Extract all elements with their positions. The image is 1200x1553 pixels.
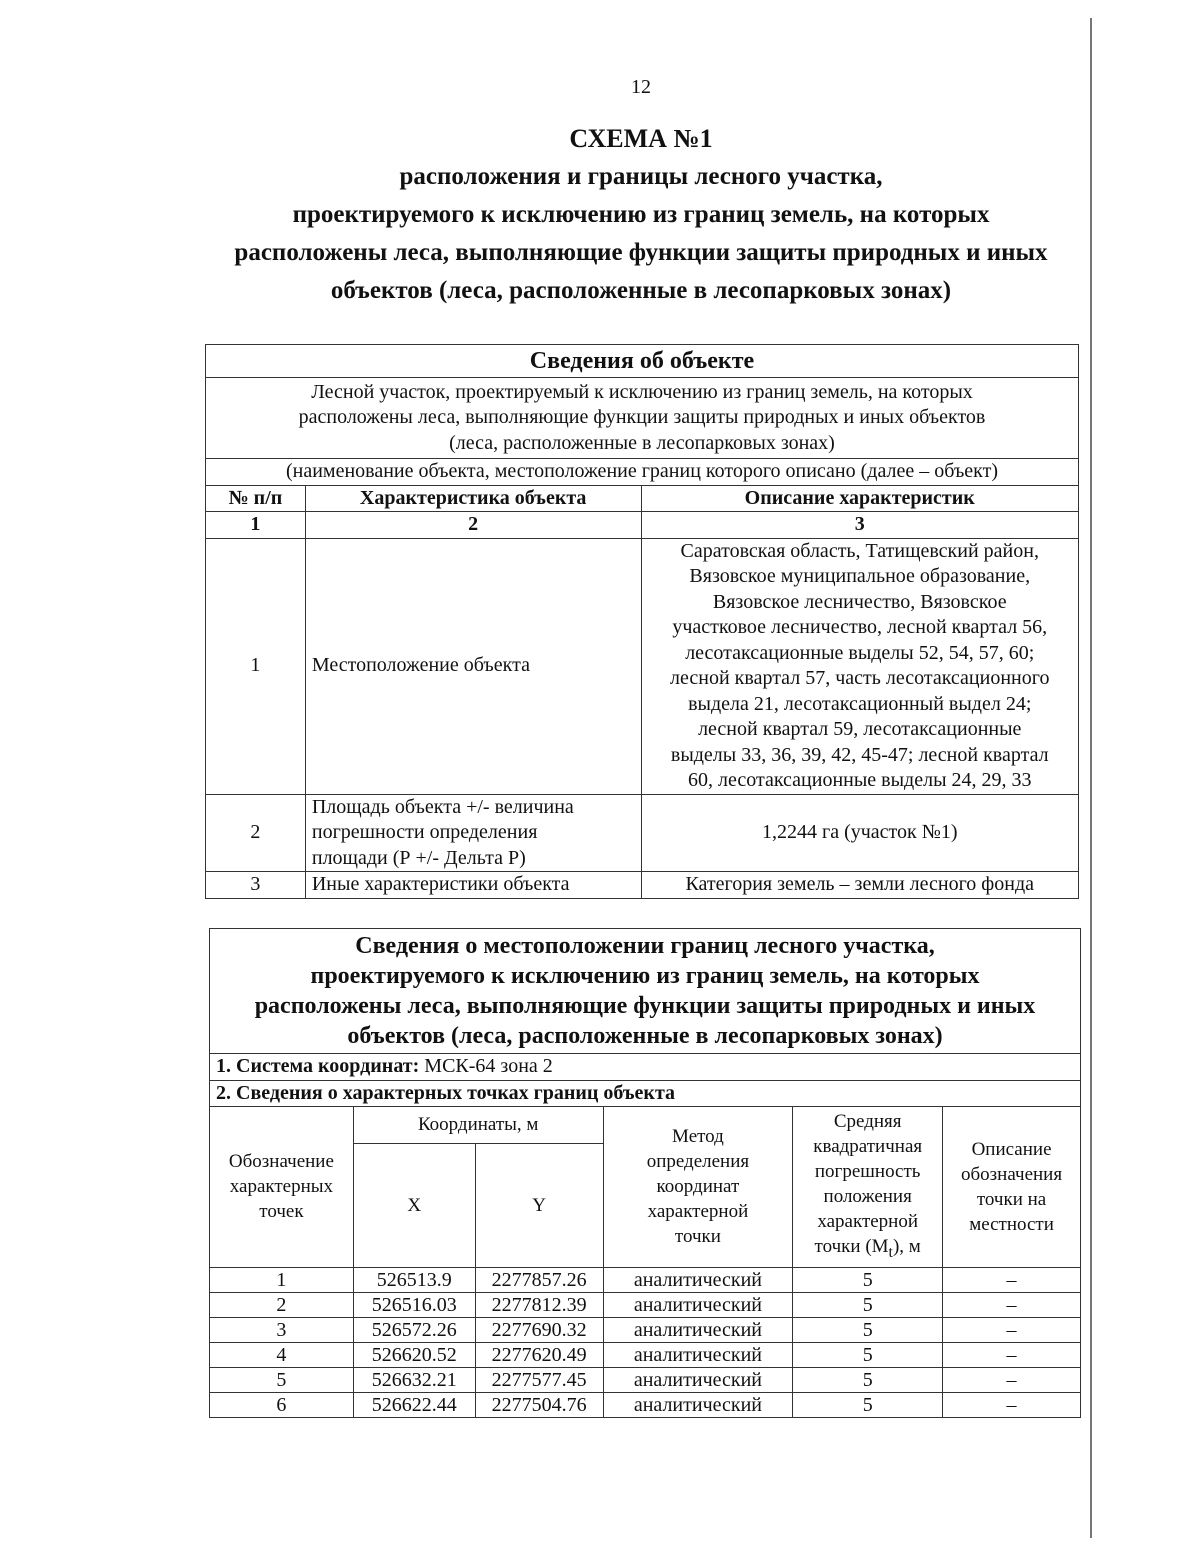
table-row [206, 538, 1079, 794]
point-desc: – [943, 1267, 1081, 1292]
point-y: 2277504.76 [475, 1392, 603, 1417]
header-line: Описание [971, 1138, 1052, 1160]
point-error: 5 [793, 1292, 943, 1317]
header-line: квадратичная [813, 1136, 923, 1157]
header-line: Обозначение [228, 1151, 334, 1173]
point-method: аналитический [603, 1392, 793, 1417]
header-line [797, 1234, 938, 1265]
header-location [943, 1107, 1081, 1268]
description-line: лесотаксационные выделы 52, 54, 57, 60; [685, 641, 1035, 664]
point-desc: – [943, 1292, 1081, 1317]
title-line: объектов (леса, расположенные в лесопарковых зонах) [330, 277, 952, 304]
header-line: погрешность [814, 1161, 921, 1182]
header-method [603, 1107, 793, 1268]
object-description-line: (леса, расположенные в лесопарковых зонах) [449, 431, 835, 454]
point-error: 5 [793, 1367, 943, 1392]
title-main: СХЕМА №1 [569, 124, 713, 153]
object-description-line: расположены леса, выполняющие функции защиты природных и иных объектов [298, 406, 986, 428]
point-id: 4 [210, 1342, 354, 1367]
characteristic-line: Площадь объекта +/- величина [311, 795, 574, 818]
column-number: 2 [305, 512, 641, 539]
description-line: участковое лесничество, лесной квартал 56, [672, 616, 1048, 638]
boundary-table-heading [210, 929, 1081, 1054]
point-x: 526516.03 [353, 1292, 475, 1317]
row-number: 1 [206, 538, 306, 794]
header-line: Средняя [833, 1111, 902, 1132]
heading-line: проектируемого к исключению из границ земель, на которых [310, 963, 980, 989]
description-line: Вязовское лесничество, Вязовское [712, 590, 1007, 613]
row-description: 1,2244 га (участок №1) [641, 794, 1079, 872]
heading-line: объектов (леса, расположенные в лесопарковых зонах) [347, 1023, 943, 1049]
characteristic-line: погрешности определения [311, 821, 538, 843]
description-line: Вязовское муниципальное образование, [689, 565, 1031, 587]
point-x: 526632.21 [353, 1367, 475, 1392]
object-info-table [205, 344, 1079, 899]
table-row [210, 1317, 1081, 1342]
point-id: 2 [210, 1292, 354, 1317]
column-number: 3 [641, 512, 1079, 539]
object-name-note: (наименование объекта, местоположение границ которого описано (далее – объект) [206, 459, 1079, 486]
point-id: 3 [210, 1317, 354, 1342]
point-method: аналитический [603, 1292, 793, 1317]
header-x: X [353, 1143, 475, 1267]
header-line: обозначения [961, 1163, 1063, 1185]
title-line: проектируемого к исключению из границ земель, на которых [292, 201, 990, 228]
characteristic-line: площади (Р +/- Дельта Р) [311, 846, 526, 869]
header-text: ), м [892, 1236, 921, 1257]
table-row [206, 794, 1079, 872]
point-y: 2277690.32 [475, 1317, 603, 1342]
point-desc: – [943, 1317, 1081, 1342]
header-subscript: t [888, 1243, 893, 1261]
column-header-num: № п/п [206, 485, 306, 512]
header-y: Y [475, 1143, 603, 1267]
point-x: 526620.52 [353, 1342, 475, 1367]
description-line: 60, лесотаксационные выделы 24, 29, 33 [687, 769, 1032, 791]
row-description: Категория земель – земли лесного фонда [641, 872, 1079, 899]
point-id: 6 [210, 1392, 354, 1417]
header-line: характерной [817, 1211, 919, 1232]
header-line: определения [646, 1151, 750, 1173]
description-line: выдела 21, лесотаксационный выдел 24; [688, 692, 1032, 715]
object-table-heading: Сведения об объекте [206, 345, 1079, 378]
table-row [210, 1342, 1081, 1367]
coordinate-system [210, 1054, 1081, 1081]
description-line: выделы 33, 36, 39, 42, 45-47; лесной квартал [670, 743, 1049, 766]
point-y: 2277857.26 [475, 1267, 603, 1292]
point-id: 5 [210, 1367, 354, 1392]
header-line: положения [823, 1186, 912, 1207]
header-line: точек [259, 1201, 304, 1223]
header-text: точки (M [814, 1236, 889, 1257]
point-error: 5 [793, 1267, 943, 1292]
column-header-characteristic: Характеристика объекта [305, 485, 641, 512]
point-y: 2277812.39 [475, 1292, 603, 1317]
row-number: 2 [206, 794, 306, 872]
header-line: местности [969, 1213, 1054, 1235]
point-desc: – [943, 1367, 1081, 1392]
table-row [210, 1367, 1081, 1392]
column-header-description: Описание характеристик [641, 485, 1079, 512]
point-method: аналитический [603, 1342, 793, 1367]
title-line: расположения и границы лесного участка, [399, 163, 883, 190]
object-description-line: Лесной участок, проектируемый к исключению из границ земель, на которых [311, 380, 973, 403]
title-line: расположены леса, выполняющие функции защиты природных и иных [234, 239, 1048, 266]
header-line: Метод [672, 1126, 724, 1148]
point-desc: – [943, 1392, 1081, 1417]
header-line: точки [674, 1226, 721, 1248]
point-id: 1 [210, 1267, 354, 1292]
boundary-points-table [209, 928, 1081, 1418]
table-row [206, 872, 1079, 899]
point-y: 2277620.49 [475, 1342, 603, 1367]
points-section-label: 2. Сведения о характерных точках границ объекта [216, 1081, 676, 1104]
header-designation [210, 1107, 354, 1268]
point-error: 5 [793, 1392, 943, 1417]
row-characteristic: Иные характеристики объекта [305, 872, 641, 899]
header-error [793, 1107, 943, 1268]
table-row [210, 1392, 1081, 1417]
row-number: 3 [206, 872, 306, 899]
point-method: аналитический [603, 1367, 793, 1392]
description-line: лесной квартал 59, лесотаксационные [698, 718, 1022, 740]
description-line: Саратовская область, Татищевский район, [680, 539, 1039, 562]
table-row [210, 1267, 1081, 1292]
header-coordinates: Координаты, м [353, 1107, 603, 1144]
coordinate-system-label: 1. Система координат: [216, 1055, 420, 1077]
object-description [206, 377, 1079, 459]
column-number: 1 [206, 512, 306, 539]
page-number: 12 [631, 76, 651, 98]
header-line: характерной [647, 1201, 749, 1223]
point-x: 526622.44 [353, 1392, 475, 1417]
point-method: аналитический [603, 1317, 793, 1342]
point-y: 2277577.45 [475, 1367, 603, 1392]
row-characteristic [305, 794, 641, 872]
heading-line: Сведения о местоположении границ лесного участка, [355, 933, 935, 959]
page-edge-line [1090, 18, 1092, 1538]
row-description [641, 538, 1079, 794]
coordinate-system-value: МСК-64 зона 2 [424, 1055, 553, 1077]
heading-line: расположены леса, выполняющие функции защиты природных и иных [254, 993, 1036, 1019]
points-section-title [210, 1080, 1081, 1107]
point-desc: – [943, 1342, 1081, 1367]
point-method: аналитический [603, 1267, 793, 1292]
description-line: лесной квартал 57, часть лесотаксационного [670, 667, 1050, 689]
header-line: характерных [229, 1176, 334, 1198]
table-row [210, 1292, 1081, 1317]
row-characteristic: Местоположение объекта [305, 538, 641, 794]
point-x: 526572.26 [353, 1317, 475, 1342]
point-x: 526513.9 [353, 1267, 475, 1292]
header-line: координат [656, 1176, 740, 1198]
document-title [200, 120, 1082, 310]
header-line: точки на [976, 1188, 1047, 1210]
point-error: 5 [793, 1342, 943, 1367]
point-error: 5 [793, 1317, 943, 1342]
